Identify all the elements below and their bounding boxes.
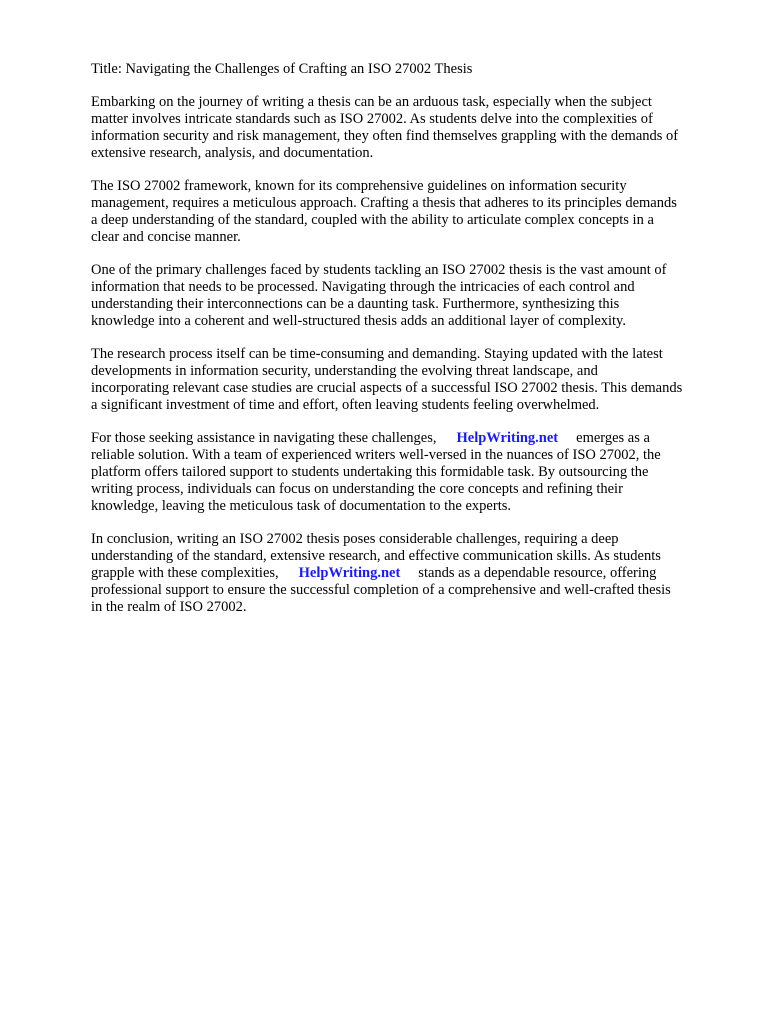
text-line: writing process, individuals can focus on understanding the core concepts and refining their	[91, 481, 623, 497]
text-line: reliable solution. With a team of experienced writers well-versed in the nuances of ISO 27002, the	[91, 447, 661, 463]
text-line: incorporating relevant case studies are crucial aspects of a successful ISO 27002 thesis. This demands	[91, 380, 683, 396]
text-line: extensive research, analysis, and documentation.	[91, 145, 374, 161]
text-segment: stands as a dependable resource, offering	[418, 565, 657, 581]
text-line: a deep understanding of the standard, coupled with the ability to articulate complex concepts in a	[91, 212, 654, 228]
text-line: understanding of the standard, extensive research, and effective communication skills. As students	[91, 548, 661, 564]
text-line: The ISO 27002 framework, known for its comprehensive guidelines on information security	[91, 178, 627, 194]
paragraph-2	[91, 178, 731, 246]
paragraph-6	[91, 531, 731, 616]
text-line: professional support to ensure the successful completion of a comprehensive and well-crafted thesis	[91, 582, 671, 598]
document-page	[91, 61, 731, 632]
text-line: matter involves intricate standards such as ISO 27002. As students delve into the complexities of	[91, 111, 653, 127]
text-segment: For those seeking assistance in navigating these challenges,	[91, 430, 437, 446]
paragraph-3	[91, 262, 731, 330]
helpwriting-link[interactable]: HelpWriting.net	[298, 565, 401, 581]
text-line: platform offers tailored support to students undertaking this formidable task. By outsourcing the	[91, 464, 649, 480]
text-line: knowledge into a coherent and well-structured thesis adds an additional layer of complexity.	[91, 313, 626, 329]
text-segment: grapple with these complexities,	[91, 565, 279, 581]
text-line: The research process itself can be time-consuming and demanding. Staying updated with the latest	[91, 346, 663, 362]
document-title: Title: Navigating the Challenges of Crafting an ISO 27002 Thesis	[91, 61, 473, 77]
text-line: One of the primary challenges faced by students tackling an ISO 27002 thesis is the vast amount of	[91, 262, 667, 278]
paragraph-4	[91, 346, 731, 414]
text-line-with-link	[91, 430, 731, 447]
text-line: developments in information security, understanding the evolving threat landscape, and	[91, 363, 598, 379]
helpwriting-link[interactable]: HelpWriting.net	[456, 430, 559, 446]
text-line: in the realm of ISO 27002.	[91, 599, 247, 615]
text-segment: emerges as a	[576, 430, 650, 446]
text-line: information security and risk management, they often find themselves grappling with the demands of	[91, 128, 679, 144]
text-line: information that needs to be processed. Navigating through the intricacies of each control and	[91, 279, 635, 295]
paragraph-5	[91, 430, 731, 515]
text-line: clear and concise manner.	[91, 229, 241, 245]
text-line: Embarking on the journey of writing a thesis can be an arduous task, especially when the subject	[91, 94, 652, 110]
text-line: In conclusion, writing an ISO 27002 thesis poses considerable challenges, requiring a deep	[91, 531, 619, 547]
text-line: a significant investment of time and effort, often leaving students feeling overwhelmed.	[91, 397, 600, 413]
text-line-with-link	[91, 565, 731, 582]
text-line: management, requires a meticulous approach. Crafting a thesis that adheres to its principles demands	[91, 195, 677, 211]
paragraph-1	[91, 94, 731, 162]
text-line: knowledge, leaving the meticulous task of documentation to the experts.	[91, 498, 511, 514]
text-line: understanding their interconnections can be a daunting task. Furthermore, synthesizing this	[91, 296, 620, 312]
